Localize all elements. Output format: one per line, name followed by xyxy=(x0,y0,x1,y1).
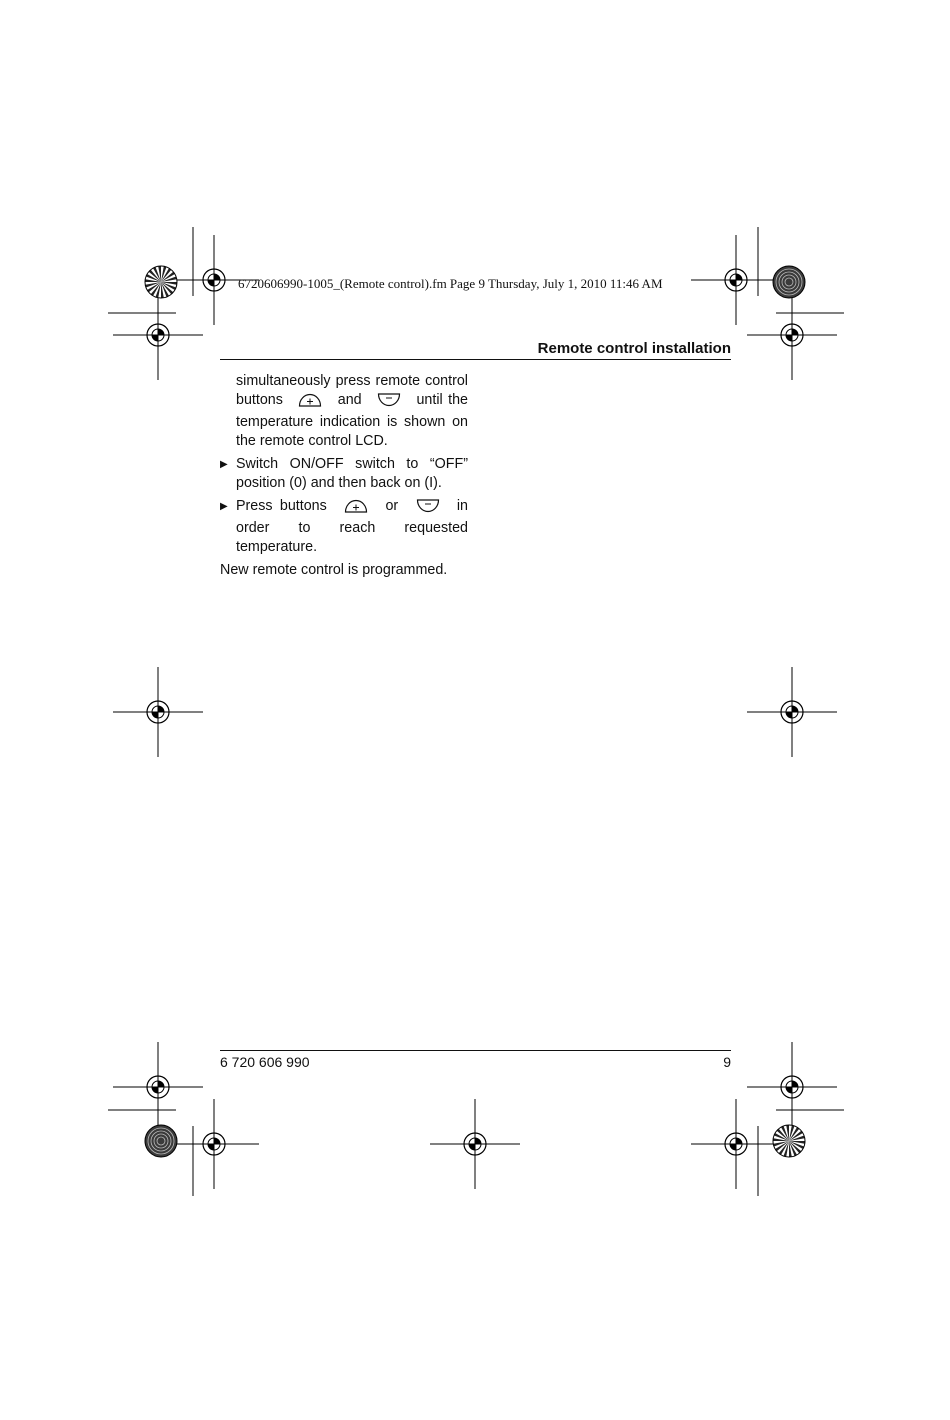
document-number: 6 720 606 990 xyxy=(220,1054,310,1070)
instruction-paragraph xyxy=(220,372,468,451)
bullet2-start: Press buttons xyxy=(236,498,327,514)
minus-button-icon xyxy=(416,499,440,519)
p1-buttons: buttons xyxy=(236,392,283,408)
plus-button-icon xyxy=(344,499,368,519)
registration-mark-icon xyxy=(747,1042,837,1132)
registration-mark-icon xyxy=(691,1099,781,1189)
registration-mark-icon xyxy=(169,1099,259,1189)
registration-mark-icon xyxy=(113,667,203,757)
starburst-target-icon xyxy=(773,1125,805,1157)
file-slug: 6720606990-1005_(Remote control).fm Page 9 Thursday, July 1, 2010 11:46 AM xyxy=(238,276,663,291)
registration-mark-icon xyxy=(113,1042,203,1132)
registration-mark-icon xyxy=(691,235,781,325)
page-footer xyxy=(220,1050,731,1071)
result-text: New remote control is programmed. xyxy=(220,562,448,578)
minus-button-icon xyxy=(377,393,401,413)
registration-mark-icon xyxy=(747,290,837,380)
p1-and: and xyxy=(337,392,362,408)
page-number: 9 xyxy=(723,1054,731,1070)
bullet2-or: or xyxy=(385,498,399,514)
body-text xyxy=(220,372,468,580)
bullet2-end: in order to reach requested temperature. xyxy=(236,498,469,555)
bullet-press-buttons xyxy=(220,497,468,557)
registration-mark-icon xyxy=(747,667,837,757)
ring-target-icon xyxy=(773,266,805,298)
p1-rest: temperature indication is shown on the remote control LCD. xyxy=(236,414,468,449)
bullet1-text: Switch ON/OFF switch to “OFF” position (0) and then back on (I). xyxy=(236,456,468,491)
p1-line1: simultaneously press remote control xyxy=(236,373,468,389)
right-triangle-icon: ▶ xyxy=(220,501,228,512)
registration-mark-icon xyxy=(113,290,203,380)
plus-button-icon xyxy=(298,393,322,413)
ring-target-icon xyxy=(145,1125,177,1157)
starburst-target-icon xyxy=(145,266,177,298)
registration-mark-icon xyxy=(430,1099,520,1189)
running-head: Remote control installation xyxy=(220,339,731,360)
p1-until: until the xyxy=(416,392,468,408)
bullet-switch-off xyxy=(220,455,468,493)
right-triangle-icon: ▶ xyxy=(220,459,228,470)
